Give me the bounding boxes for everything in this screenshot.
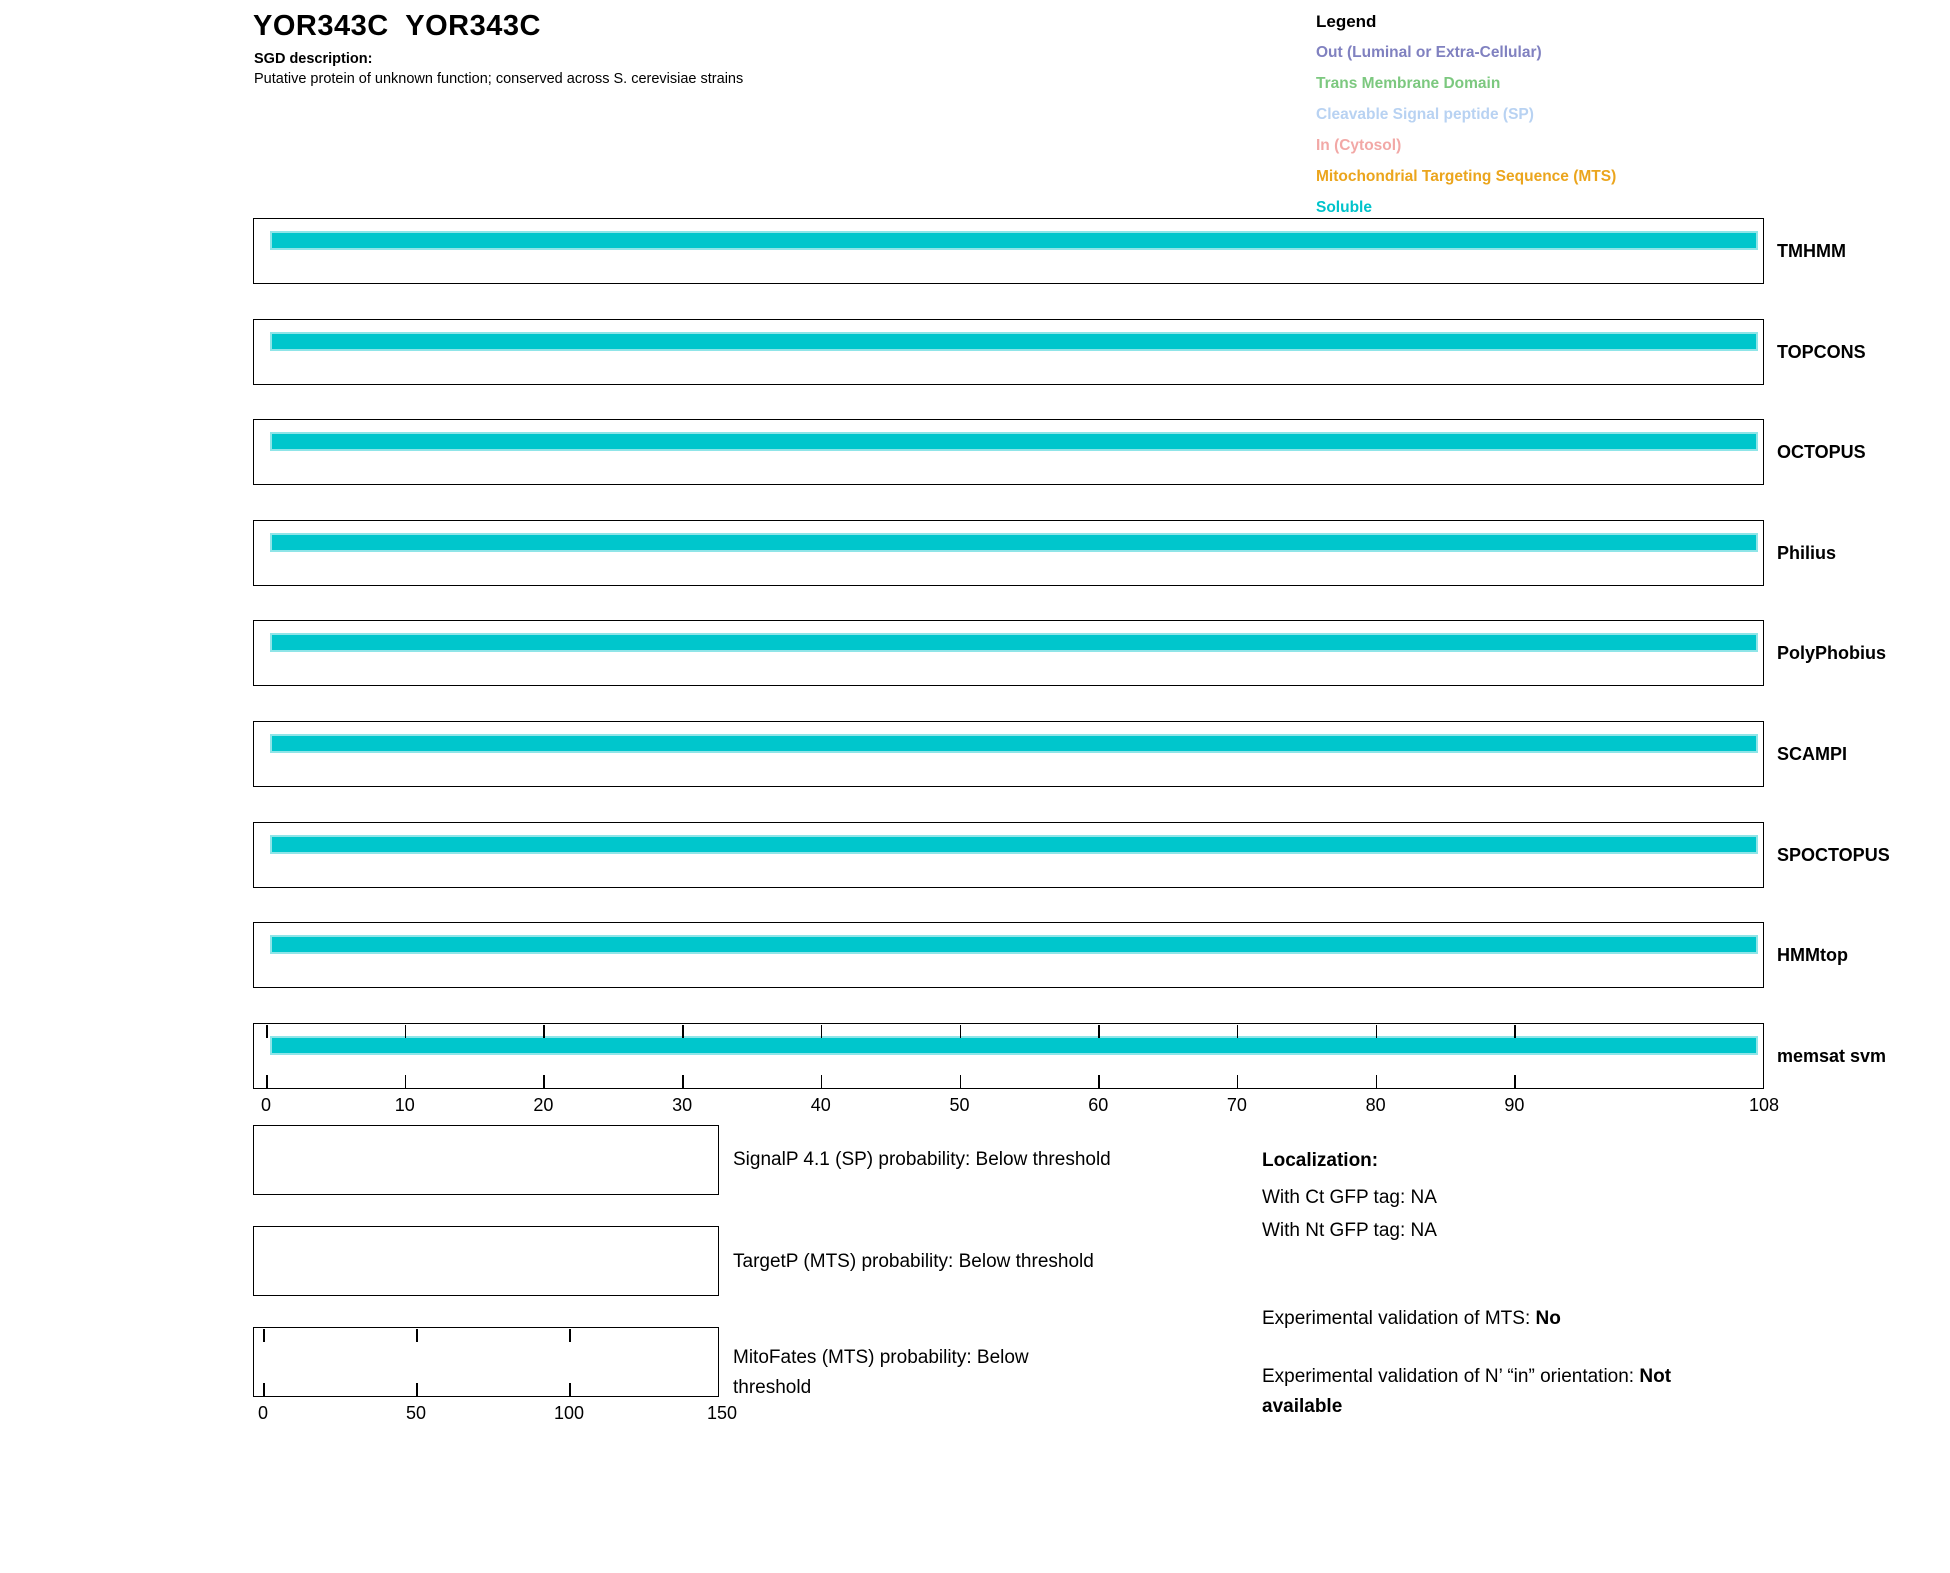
track-bar-soluble xyxy=(270,533,1758,552)
axis-tick xyxy=(416,1329,418,1342)
axis-tick xyxy=(416,1383,418,1396)
axis-tick-label: 150 xyxy=(706,1403,738,1423)
track-bar-soluble xyxy=(270,734,1758,753)
legend-item-label: Out (Luminal or Extra-Cellular) xyxy=(1316,44,1542,61)
legend-title: Legend xyxy=(1316,12,1377,31)
track-box xyxy=(253,721,1764,787)
axis-tick-label: 100 xyxy=(553,1403,585,1423)
axis-tick xyxy=(821,1025,823,1038)
track-label: HMMtop xyxy=(1777,944,1848,965)
axis-tick xyxy=(266,1025,268,1038)
track-label: Philius xyxy=(1777,542,1837,563)
mts-validation-value: No xyxy=(1535,1308,1561,1329)
axis-tick xyxy=(263,1329,265,1342)
axis-tick xyxy=(405,1025,407,1038)
sgd-description-label: SGD description: xyxy=(254,51,373,67)
legend-item-label: Trans Membrane Domain xyxy=(1316,75,1501,92)
legend-items xyxy=(1316,37,1616,223)
axis-tick xyxy=(266,1075,268,1088)
track-label: SCAMPI xyxy=(1777,743,1848,764)
track-box xyxy=(253,419,1764,485)
axis-tick xyxy=(1237,1025,1239,1038)
track-box xyxy=(253,218,1764,284)
axis-tick xyxy=(1098,1075,1100,1088)
track-bar-soluble xyxy=(270,332,1758,351)
axis-tick xyxy=(1514,1025,1516,1038)
axis-tick-label: 40 xyxy=(810,1095,831,1115)
track-label: SPOCTOPUS xyxy=(1777,844,1890,865)
axis-tick-label: 50 xyxy=(405,1403,427,1423)
track-bar-soluble xyxy=(270,835,1758,854)
probability-label: MitoFates (MTS) probability: Below threshold xyxy=(733,1347,1029,1398)
track-box xyxy=(253,1023,1764,1089)
axis-tick xyxy=(543,1025,545,1038)
track-bar-soluble xyxy=(270,1036,1758,1055)
axis-tick-label: 10 xyxy=(394,1095,415,1115)
localization-ct-line: With Ct GFP tag: NA xyxy=(1262,1187,1437,1208)
axis-tick-label: 50 xyxy=(949,1095,970,1115)
axis-tick xyxy=(569,1383,571,1396)
axis-tick xyxy=(543,1075,545,1088)
axis-tick xyxy=(960,1075,962,1088)
localization-nt-line: With Nt GFP tag: NA xyxy=(1262,1220,1437,1241)
probability-label: SignalP 4.1 (SP) probability: Below threshold xyxy=(733,1149,1111,1170)
track-label: OCTOPUS xyxy=(1777,441,1866,462)
axis-tick-label: 0 xyxy=(260,1095,272,1115)
axis-tick xyxy=(1514,1075,1516,1088)
axis-tick xyxy=(569,1329,571,1342)
mts-validation-prefix: Experimental validation of MTS: xyxy=(1262,1308,1536,1329)
axis-tick-label: 70 xyxy=(1226,1095,1247,1115)
axis-tick xyxy=(1098,1025,1100,1038)
track-label: PolyPhobius xyxy=(1777,642,1887,663)
track-box xyxy=(253,319,1764,385)
localization-heading: Localization: xyxy=(1262,1150,1379,1171)
track-box xyxy=(253,922,1764,988)
axis-tick-label: 90 xyxy=(1504,1095,1525,1115)
axis-tick-label: 60 xyxy=(1088,1095,1109,1115)
axis-tick xyxy=(1237,1075,1239,1088)
axis-tick xyxy=(1376,1025,1378,1038)
legend-item-label: Cleavable Signal peptide (SP) xyxy=(1316,106,1534,123)
mts-validation-line xyxy=(1262,1304,1561,1334)
axis-tick xyxy=(1376,1075,1378,1088)
probability-label: TargetP (MTS) probability: Below threshold xyxy=(733,1251,1094,1272)
legend-item-label: Mitochondrial Targeting Sequence (MTS) xyxy=(1316,168,1617,185)
probability-box xyxy=(253,1125,719,1195)
legend xyxy=(1316,6,1616,223)
track-label: TOPCONS xyxy=(1777,341,1866,362)
axis-tick xyxy=(682,1075,684,1088)
axis-tick-label: 0 xyxy=(257,1403,269,1423)
track-bar-soluble xyxy=(270,231,1758,250)
page-title: YOR343C YOR343C xyxy=(253,10,541,42)
track-box xyxy=(253,620,1764,686)
track-box xyxy=(253,822,1764,888)
orientation-validation-prefix: Experimental validation of N’ “in” orientation: xyxy=(1262,1366,1640,1387)
axis-tick-label: 80 xyxy=(1365,1095,1386,1115)
track-bar-soluble xyxy=(270,633,1758,652)
axis-tick-label: 108 xyxy=(1748,1095,1780,1115)
axis-tick-label: 20 xyxy=(533,1095,554,1115)
axis-tick xyxy=(682,1025,684,1038)
track-bar-soluble xyxy=(270,935,1758,954)
probability-box xyxy=(253,1327,719,1397)
track-bar-soluble xyxy=(270,432,1758,451)
orientation-validation-value: Not available xyxy=(1262,1366,1672,1417)
axis-tick-label: 30 xyxy=(672,1095,693,1115)
axis-tick xyxy=(405,1075,407,1088)
track-label: memsat svm xyxy=(1777,1045,1887,1066)
track-label: TMHMM xyxy=(1777,240,1846,261)
track-box xyxy=(253,520,1764,586)
orientation-validation-line xyxy=(1262,1362,1722,1422)
axis-tick xyxy=(821,1075,823,1088)
axis-tick xyxy=(960,1025,962,1038)
legend-item-label: Soluble xyxy=(1316,199,1372,216)
probability-box xyxy=(253,1226,719,1296)
legend-item-label: In (Cytosol) xyxy=(1316,137,1402,154)
axis-tick xyxy=(263,1383,265,1396)
sgd-description-text: Putative protein of unknown function; conserved across S. cerevisiae strains xyxy=(254,71,744,87)
